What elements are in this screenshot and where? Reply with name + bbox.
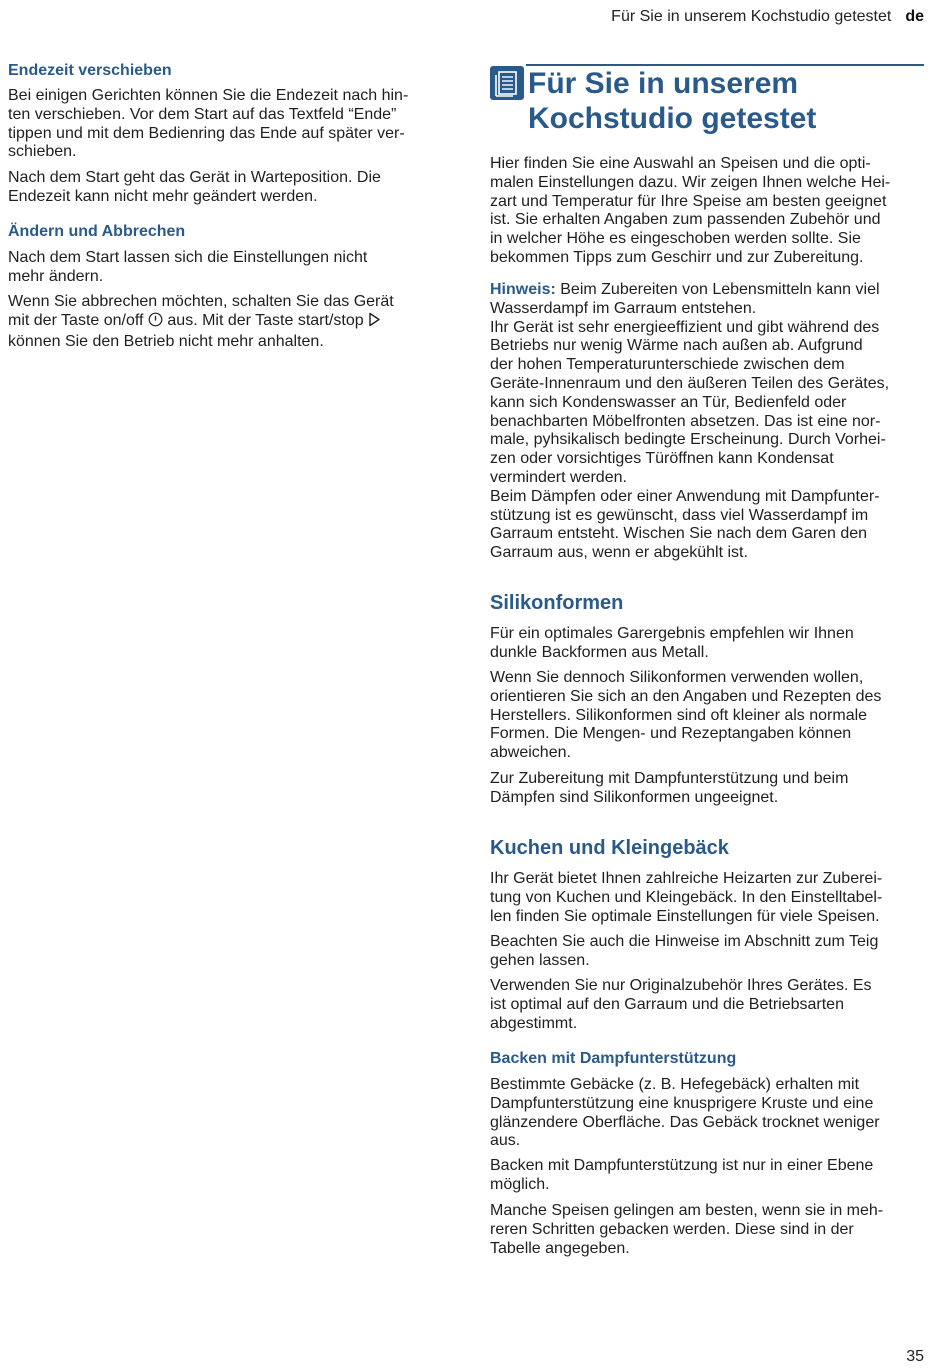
- power-icon: [148, 312, 163, 333]
- paragraph-silikon-2: Wenn Sie dennoch Silikonformen verwenden wollen, orientieren Sie sich an den Angaben und Rezepten des Herstellers. Silikonformen sind oft kleiner als normale Formen. Die Mengen- und Rezeptangaben können abweichen.: [490, 669, 882, 762]
- note-block: Hinweis: Beim Zubereiten von Lebensmitteln kann viel Wasserdampf im Garraum entstehen. Ihr Gerät ist sehr energieeffizient und gibt während des Betriebs nur wenig Wärme nach außen ab. Aufgrund der hohen Temperaturunterschiede zwischen dem Geräte-Innenraum und den äußeren Teilen des Gerätes, kann sich Kondenswasser an Tür, Bedienfeld oder benachbarten Möbelfronten absetzen. Das ist eine nor- male, pyhsikalisch bedingte Erscheinung. Durch Vorhei- zen oder vorsichtiges Türöffnen kann Kondensat vermindert werden. Beim Dämpfen oder einer Anwendung mit Dampfunter- stützung ist es gewünscht, dass viel Wasserdampf im Garraum entsteht. Wischen Sie nach dem Garen den Garraum aus, wenn er abgekühlt ist.: [490, 281, 890, 562]
- paragraph-silikon-3: Zur Zubereitung mit Dampfunterstützung und beim Dämpfen sind Silikonformen ungeeignet.: [490, 770, 849, 806]
- paragraph-backen-1: Bestimmte Gebäcke (z. B. Hefegebäck) erhalten mit Dampfunterstützung eine knusprigere Kruste und eine glänzendere Oberfläche. Das Gebäck trocknet weniger aus.: [490, 1076, 880, 1150]
- page-title: Für Sie in unserem Kochstudio getestet: [528, 67, 817, 135]
- paragraph-backen-2: Backen mit Dampfunterstützung ist nur in einer Ebene möglich.: [490, 1157, 874, 1193]
- paragraph-silikon-1: Für ein optimales Garergebnis empfehlen wir Ihnen dunkle Backformen aus Metall.: [490, 625, 854, 661]
- page-number: 35: [906, 1348, 924, 1365]
- paragraph-endezeit-1: Bei einigen Gerichten können Sie die Endezeit nach hin- ten verschieben. Vor dem Start auf das Textfeld “Ende” tippen und mit dem Bedienring das Ende auf später ver- schieben.: [8, 87, 409, 161]
- header-title: Für Sie in unserem Kochstudio getestet: [611, 8, 892, 25]
- heading-aendern: Ändern und Abbrechen: [8, 223, 186, 240]
- paragraph-kuchen-2: Beachten Sie auch die Hinweise im Abschnitt zum Teig gehen lassen.: [490, 933, 879, 969]
- language-code: de: [905, 8, 924, 25]
- heading-backen: Backen mit Dampfunterstützung: [490, 1050, 737, 1067]
- paragraph-aendern-1: Nach dem Start lassen sich die Einstellungen nicht mehr ändern.: [8, 249, 368, 285]
- document-list-icon: [490, 66, 524, 100]
- paragraph-kuchen-3: Verwenden Sie nur Originalzubehör Ihres Gerätes. Es ist optimal auf den Garraum und die Betriebsarten abgestimmt.: [490, 977, 872, 1032]
- paragraph-aendern-2: Wenn Sie abbrechen möchten, schalten Sie das Gerät mit der Taste on/off aus. Mit der Taste start/stop können Sie den Betrieb nicht mehr anhalten.: [8, 293, 394, 350]
- heading-endezeit: Endezeit verschieben: [8, 62, 172, 79]
- paragraph-backen-3: Manche Speisen gelingen am besten, wenn sie in meh- reren Schritten gebacken werden. Diese sind in der Tabelle angegeben.: [490, 1202, 884, 1257]
- paragraph-kuchen-1: Ihr Gerät bietet Ihnen zahlreiche Heizarten zur Zuberei- tung von Kuchen und Kleingebäck. In den Einstelltabel- len finden Sie optimale Einstellungen für viele Speisen.: [490, 870, 883, 925]
- play-icon: [368, 312, 381, 333]
- heading-kuchen: Kuchen und Kleingebäck: [490, 837, 729, 859]
- heading-silikonformen: Silikonformen: [490, 592, 624, 614]
- paragraph-endezeit-2: Nach dem Start geht das Gerät in Warteposition. Die Endezeit kann nicht mehr geändert werden.: [8, 169, 381, 205]
- running-header: [611, 8, 924, 26]
- note-label: Hinweis:: [490, 281, 556, 298]
- intro-paragraph: Hier finden Sie eine Auswahl an Speisen und die opti- malen Einstellungen dazu. Wir zeigen Ihnen welche Hei- zart und Temperatur für Ihre Speise am besten geeignet ist. Sie erhalten Angaben zum passenden Zubehör und in welcher Höhe es eingeschoben werden sollte. Sie bekommen Tipps zum Geschirr und zur Zubereitung.: [490, 155, 891, 266]
